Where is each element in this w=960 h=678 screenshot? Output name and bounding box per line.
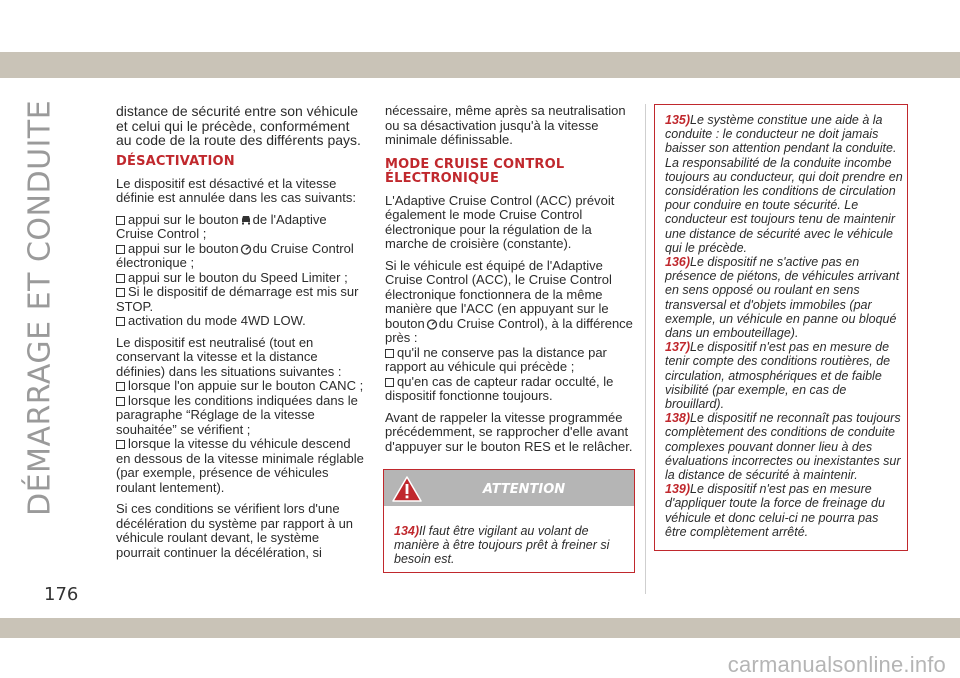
checkbox-bullet-icon: [116, 245, 125, 254]
bullet-item: [116, 271, 366, 286]
note-text: Le dispositif ne reconnaît pas toujours complètement des conditions de conduite complexes pouvant donner lieu à des évaluations incorrectes ou inexistantes sur la distance de sécurité à maintenir.: [665, 411, 901, 483]
cruise-control-speedometer-icon: [426, 318, 438, 330]
warning-box: [383, 469, 635, 573]
col2-p1: L'Adaptive Cruise Control (ACC) prévoit également le mode Cruise Control électronique pour la régulation de la marche de croisière (constante).: [385, 192, 615, 251]
note-number: 134): [394, 524, 420, 538]
warning-header: [384, 470, 634, 506]
note-number: 135): [665, 113, 691, 127]
col1-p2: Le dispositif est neutralisé (tout en conservant la vitesse et la distance définies) dans les situations suivantes :: [116, 334, 342, 379]
cruise-control-speedometer-icon: [240, 243, 252, 255]
note-item: [665, 482, 903, 539]
bullet-item: [385, 375, 635, 404]
bullet-text: du Cruise Control électronique ;: [116, 240, 354, 270]
note-number: 137): [665, 340, 691, 355]
bullet-text: lorsque la vitesse du véhicule descend en dessous de la vitesse minimale réglable (par exemple, présence de véhicules roulant lentement).: [116, 436, 364, 495]
bullet-text: qu'il ne conserve pas la distance par rapport au véhicule qui précède ;: [385, 344, 607, 374]
adaptive-cruise-distance-icon: [240, 214, 252, 226]
bullet-item: [116, 314, 366, 329]
notes-list: [665, 113, 903, 539]
bullet-item: [116, 242, 366, 271]
col1-p1: Le dispositif est désactivé et la vitesse définie est annulée dans les cas suivants:: [116, 175, 356, 205]
heading-desactivation: DÉSACTIVATION: [116, 153, 235, 169]
heading-mode-cruise-control: MODE CRUISE CONTROL ÉLECTRONIQUE: [385, 156, 565, 186]
note-number: 139): [665, 482, 691, 497]
checkbox-bullet-icon: [116, 274, 125, 283]
bullet-text: appui sur le bouton: [128, 240, 239, 256]
note-text: Il faut être vigilant au volant de manière à être toujours prêt à freiner si besoin est.: [394, 524, 610, 566]
col2-p2: [385, 259, 635, 346]
note-item: [665, 340, 903, 411]
checkbox-bullet-icon: [116, 397, 125, 406]
col1-p3: Si ces conditions se vérifient lors d'une décélération du système par rapport à un véhicule roulant devant, le système pourrait continuer la décélération, si: [116, 501, 354, 560]
note-item: [665, 255, 903, 340]
page-number: 176: [44, 584, 79, 605]
note-number: 138): [665, 411, 691, 426]
checkbox-bullet-icon: [116, 216, 125, 225]
bullet-text: qu'en cas de capteur radar occulté, le dispositif fonctionne toujours.: [385, 373, 614, 403]
notes-box: [654, 104, 908, 551]
top-band-bar: [0, 52, 960, 78]
bullet-item: [116, 437, 366, 495]
top-band: [0, 0, 960, 78]
col2-p2-text-a: Si le véhicule est équipé de l'Adaptive Cruise Control (ACC), le Cruise Control électronique fonctionnera de la même manière que l'ACC (en appuyant sur le bouton: [385, 257, 612, 331]
watermark-text: carmanualsonline.info: [727, 652, 946, 677]
bullet-text: appui sur le bouton du Speed Limiter ;: [128, 269, 348, 285]
checkbox-bullet-icon: [116, 440, 125, 449]
bullet-text: activation du mode 4WD LOW.: [128, 313, 306, 328]
col2-intro: nécessaire, même après sa neutralisation ou sa désactivation jusqu'à la vitesse minimale définissable.: [385, 103, 626, 147]
section-side-title: DÉMARRAGE ET CONDUITE: [22, 100, 58, 517]
note-item: [665, 411, 903, 482]
col2-p3: Avant de rappeler la vitesse programmée précédemment, se rapprocher d'elle avant d'appuyer sur le bouton RES et le relâcher.: [385, 409, 633, 454]
note-number: 136): [665, 255, 691, 270]
checkbox-bullet-icon: [385, 378, 394, 387]
checkbox-bullet-icon: [116, 382, 125, 391]
bullet-item: [116, 394, 366, 438]
bullet-text: de l'Adaptive Cruise Control ;: [116, 211, 327, 241]
bullet-text: lorsque les conditions indiquées dans le paragraphe “Réglage de la vitesse souhaitée” se vérifient ;: [116, 392, 358, 437]
warning-text: [394, 524, 626, 566]
bullet-item: [116, 285, 366, 314]
bullet-item: [385, 346, 635, 375]
column-1: [116, 104, 366, 567]
warning-label: ATTENTION: [482, 482, 566, 497]
bottom-band-bar: [0, 618, 960, 638]
note-text: Le dispositif n'est pas en mesure de tenir compte des conditions routières, de circulation, atmosphériques et de faible visibilité (par exemple, en cas de brouillard).: [665, 340, 891, 412]
col1-intro: distance de sécurité entre son véhicule et celui qui le précède, conformément au code de la route des différents pays.: [116, 103, 361, 148]
checkbox-bullet-icon: [116, 317, 125, 326]
checkbox-bullet-icon: [116, 288, 125, 297]
col2-p2-text-b: du Cruise Control), à la différence près :: [385, 315, 633, 345]
bullet-text: Si le dispositif de démarrage est mis sur STOP.: [116, 284, 359, 314]
note-text: Le dispositif n'est pas en mesure d'appliquer toute la force de freinage du véhicule et donc celui-ci ne pourra pas être complètement arrêté.: [665, 482, 885, 539]
note-item: [665, 113, 903, 255]
bullet-item: [116, 379, 366, 394]
checkbox-bullet-icon: [385, 349, 394, 358]
column-divider: [645, 104, 646, 594]
bullet-text: appui sur le bouton: [128, 211, 239, 227]
note-text: Le dispositif ne s'active pas en présence de piétons, de véhicules arrivant en sens opposé ou roulant en sens transversal et d'objets immobiles (par exemple, un véhicule en panne ou bloqué dans un embouteillage).: [665, 255, 900, 341]
note-text: Le système constitue une aide à la conduite : le conducteur ne doit jamais baisser son attention pendant la conduite. La responsabilité de la conduite incombe toujours au conducteur, qui doit prendre en considération les conditions de circulation pour conduire en toute sécurité. Le conducteur est toujours tenu de maintenir une distance de sécurité avec le véhicule qui le précède.: [665, 113, 903, 255]
bullet-text: lorsque l'on appuie sur le bouton CANC ;: [128, 378, 364, 393]
bullet-item: [116, 213, 366, 242]
column-2: [385, 104, 635, 461]
